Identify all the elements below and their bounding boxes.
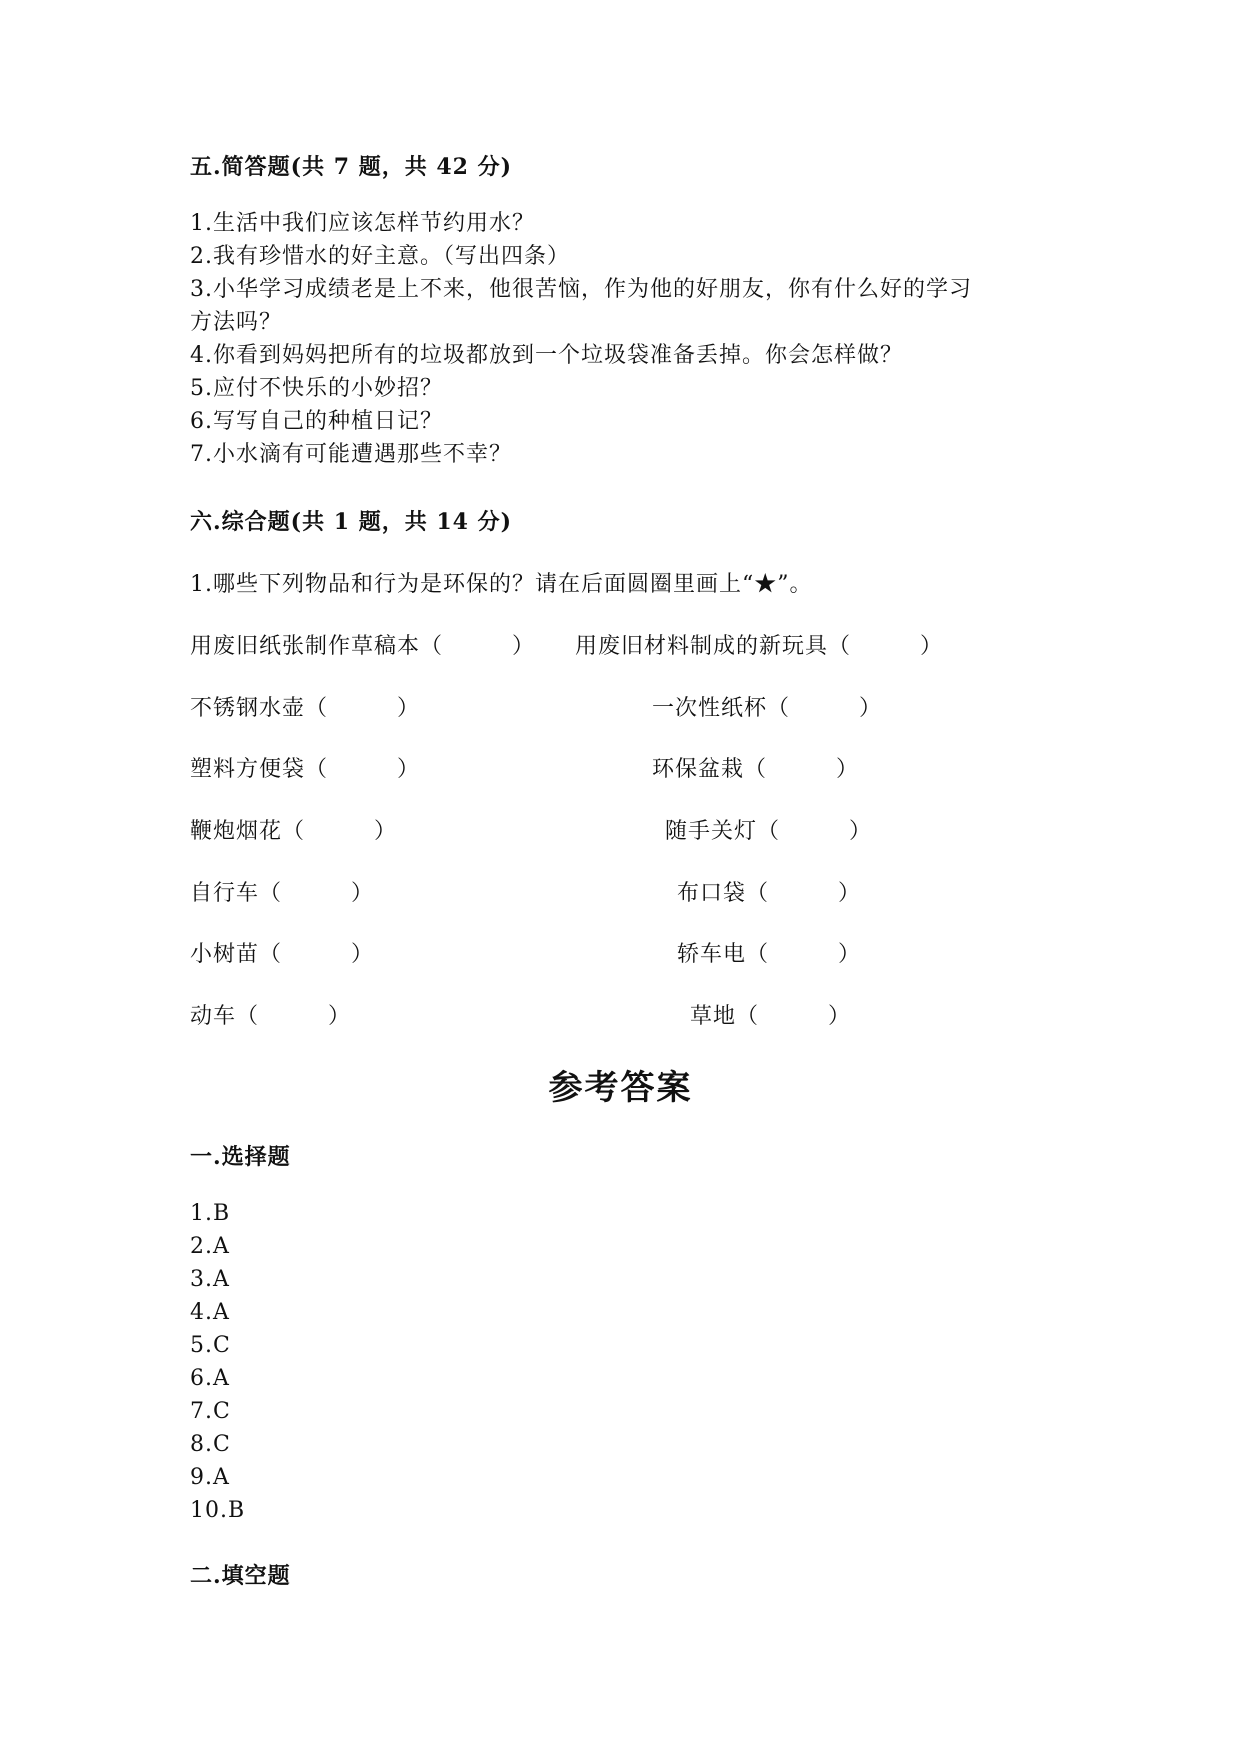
choice-answer: 9.A <box>190 1465 230 1490</box>
choice-answer: 7.C <box>190 1399 231 1424</box>
section5-question-2: 2.我有珍惜水的好主意。（写出四条） <box>190 244 570 269</box>
eco-item: 不锈钢水壶（ ） <box>190 696 421 721</box>
section5-question-6: 6.写写自己的种植日记？ <box>190 409 443 434</box>
choice-heading: 一.选择题 <box>190 1144 291 1170</box>
choice-answer: 3.A <box>190 1267 230 1292</box>
section5-heading: 五.简答题(共 7 题，共 42 分) <box>190 154 513 180</box>
eco-item: 草地（ ） <box>690 1004 852 1029</box>
choice-answer: 10.B <box>190 1498 246 1523</box>
section5-question-1: 1.生活中我们应该怎样节约用水？ <box>190 211 535 236</box>
choice-answer: 1.B <box>190 1201 231 1226</box>
eco-item: 塑料方便袋（ ） <box>190 757 421 782</box>
section5-question-7: 7.小水滴有可能遭遇那些不幸？ <box>190 442 512 467</box>
section5-question-3-cont: 方法吗？ <box>190 310 283 335</box>
eco-item: 布口袋（ ） <box>677 881 862 906</box>
section6-question: 1.哪些下列物品和行为是环保的？请在后面圆圈里画上“★”。 <box>190 572 813 597</box>
eco-item: 用废旧材料制成的新玩具（ ） <box>575 634 944 659</box>
choice-answer: 6.A <box>190 1366 230 1391</box>
choice-answer: 2.A <box>190 1234 230 1259</box>
eco-item: 一次性纸杯（ ） <box>652 696 883 721</box>
eco-item: 轿车电（ ） <box>677 942 862 967</box>
choice-answer: 5.C <box>190 1333 231 1358</box>
choice-answer: 8.C <box>190 1432 231 1457</box>
eco-item: 随手关灯（ ） <box>665 819 873 844</box>
section5-question-4: 4.你看到妈妈把所有的垃圾都放到一个垃圾袋准备丢掉。你会怎样做？ <box>190 343 903 368</box>
eco-item: 动车（ ） <box>190 1004 352 1029</box>
eco-item: 用废旧纸张制作草稿本（ ） <box>190 634 536 659</box>
choice-answer: 4.A <box>190 1300 230 1325</box>
section5-question-5: 5.应付不快乐的小妙招？ <box>190 376 443 401</box>
eco-item: 环保盆栽（ ） <box>652 757 860 782</box>
fill-heading: 二.填空题 <box>190 1563 291 1589</box>
eco-item: 自行车（ ） <box>190 881 375 906</box>
eco-item: 小树苗（ ） <box>190 942 375 967</box>
eco-item: 鞭炮烟花（ ） <box>190 819 398 844</box>
section5-question-3: 3.小华学习成绩老是上不来，他很苦恼，作为他的好朋友，你有什么好的学习 <box>190 277 972 302</box>
section6-heading: 六.综合题(共 1 题，共 14 分) <box>190 509 513 535</box>
answers-title: 参考答案 <box>548 1068 693 1108</box>
